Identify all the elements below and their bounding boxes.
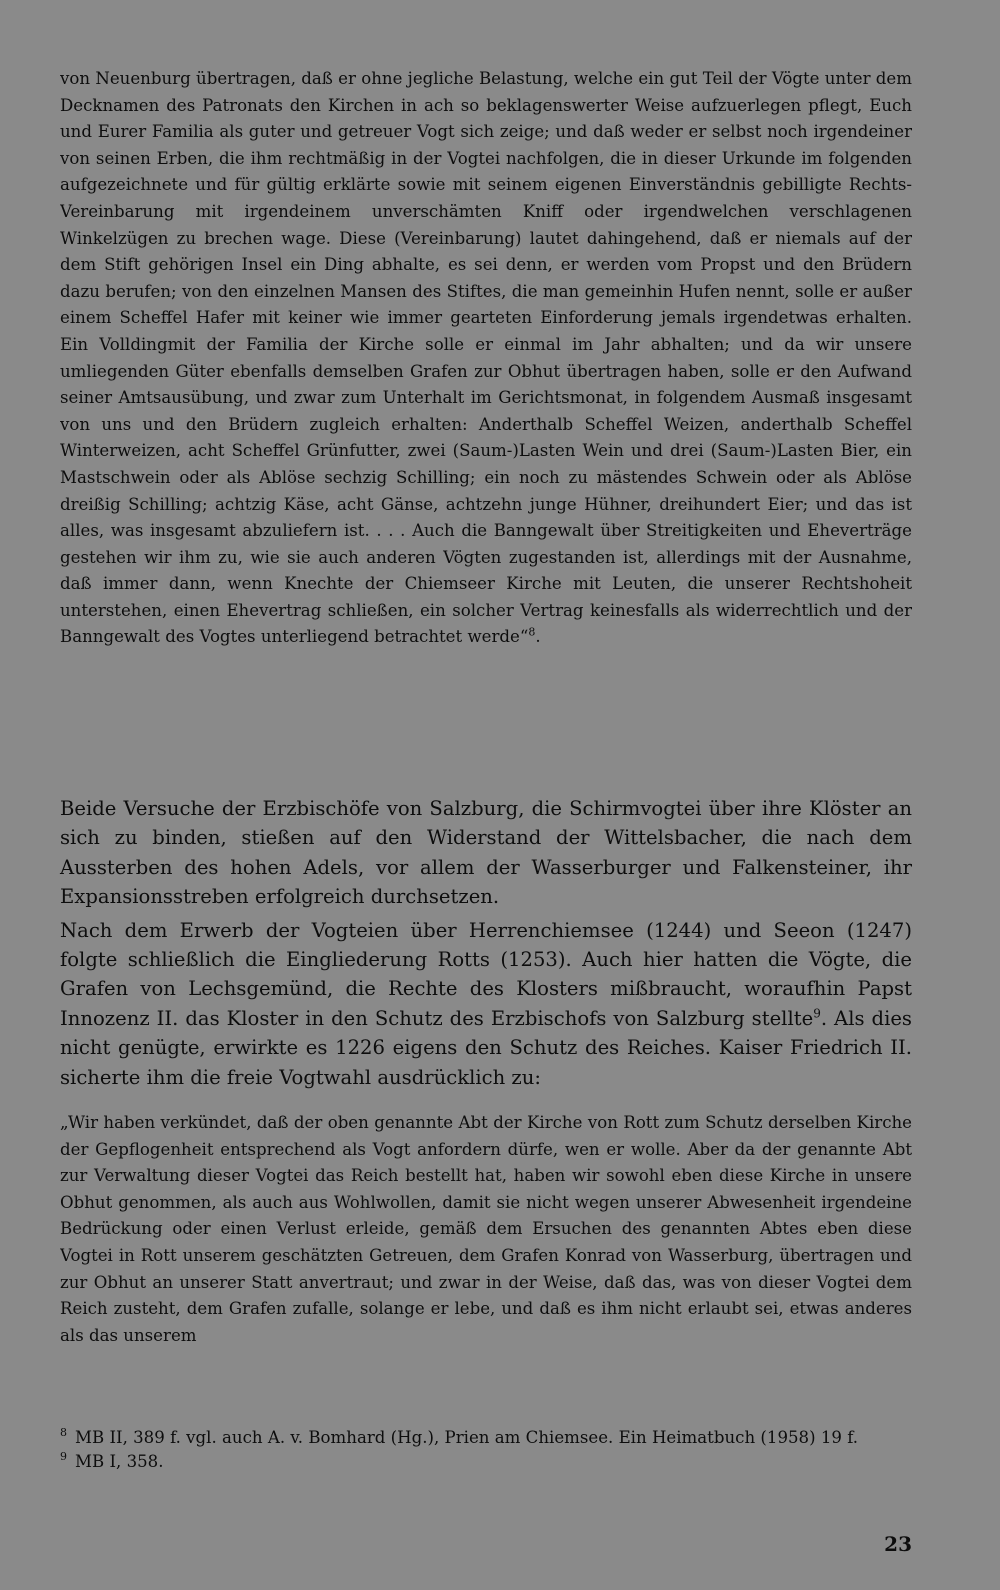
footnotes [60,1426,912,1474]
quote-text: von Neuenburg übertragen, daß er ohne jegliche Belastung, welche ein gut Teil der Vögte unter dem Decknamen des Patronats den Kirchen in ach so beklagenswerter Weise aufzuerlegen pflegt, Euch und Eurer Familia als guter und getreuer Vogt sich zeige; und daß weder er selbst noch irgendeiner von seinen Erben, die ihm rechtmäßig in der Vogtei nachfolgen, die in dieser Urkunde im folgenden aufgezeichnete und für gültig erklärte sowie mit seinem eigenen Einverständnis gebilligte Rechts-Vereinbarung mit irgendeinem unverschämten Kniff oder irgendwelchen verschlagenen Winkelzügen zu brechen wage. Diese (Vereinbarung) lautet dahingehend, daß er niemals auf der dem Stift gehörigen Insel ein Ding abhalte, es sei denn, er werden vom Propst und den Brüdern dazu berufen; von den einzelnen Mansen des Stiftes, die man gemeinhin Hufen nennt, solle er außer einem Scheffel Hafer mit keiner wie immer gearteten Einforderung jemals irgendetwas erhalten. Ein Volldingmit der Familia der Kirche solle er einmal im Jahr abhalten; und da wir unsere umliegenden Güter ebenfalls demselben Grafen zur Obhut übertragen haben, solle er den Aufwand seiner Amtsausübung, und zwar zum Unterhalt im Gerichtsmonat, in folgendem Ausmaß insgesamt von uns und den Brüdern zugleich erhalten: Anderthalb Scheffel Weizen, anderthalb Scheffel Winterweizen, acht Scheffel Grünfutter, zwei (Saum-)Lasten Wein und drei (Saum-)Lasten Bier, ein Mastschwein oder als Ablöse sechzig Schilling; ein noch zu mästendes Schwein oder als Ablöse dreißig Schilling; achtzig Käse, acht Gänse, achtzehn junge Hühner, dreihundert Eier; und das ist alles, was insgesamt abzuliefern ist. . . . Auch die Banngewalt über Streitigkeiten und Eheverträge gestehen wir ihm zu, wie sie auch anderen Vögten zugestanden ist, allerdings mit der Ausnahme, daß immer dann, wenn Knechte der Chiemseer Kirche mit Leuten, die unserer Rechtshoheit unterstehen, einen Ehevertrag schließen, ein solcher Vertrag keinesfalls als widerrechtlich und der Banngewalt des Vogtes unterliegend betrachtet werde“ [60,69,912,647]
paragraph-rott [60,916,912,1092]
paragraph-text: . Als dies nicht genügte, erwirkte es 1226 eigens den Schutz des Reiches. Kaiser Friedrich II. sicherte ihm die freie Vogtwahl ausdrücklich zu: [60,1006,912,1089]
page-number: 23 [884,1532,912,1556]
paragraph-text: Nach dem Erwerb der Vogteien über Herrenchiemsee (1244) und Seeon (1247) folgte schließlich die Eingliederung Rotts (1253). Auch hier hatten die Vögte, die Grafen von Lechsgemünd, die Rechte des Klosters mißbraucht, woraufhin Papst Innozenz II. das Kloster in den Schutz des Erzbischofs von Salzburg stellte [60,918,912,1030]
footnote-reference[interactable]: 8 [528,625,536,639]
footnote [60,1426,912,1450]
footnote-mark: 9 [60,1450,67,1464]
footnote [60,1450,912,1474]
quote-end: . [535,627,541,647]
footnote-text: MB II, 389 f. vgl. auch A. v. Bomhard (Hg.), Prien am Chiemsee. Ein Heimatbuch (1958) 19 f. [75,1428,859,1447]
footnote-reference[interactable]: 9 [813,1006,821,1021]
quoted-imperial-charter: „Wir haben verkündet, daß der oben genannte Abt der Kirche von Rott zum Schutz derselben Kirche der Gepflogenheit entsprechend als Vogt anfordern dürfe, wen er wolle. Aber da der genannte Abt zur Verwaltung dieser Vogtei das Reich bestellt hat, haben wir sowohl eben diese Kirche in unsere Obhut genommen, als auch aus Wohlwollen, damit sie nicht wegen unserer Abwesenheit irgendeine Bedrückung oder einen Verlust erleide, gemäß dem Ersuchen des genannten Abtes eben diese Vogtei in Rott unserem geschätzten Getreuen, dem Grafen Konrad von Wasserburg, übertragen und zur Obhut an unserer Statt anvertraut; und zwar in der Weise, daß das, was von dieser Vogtei dem Reich zusteht, dem Grafen zufalle, solange er lebe, und daß es ihm nicht erlaubt sei, etwas anderes als das unserem [60,1113,912,1345]
footnote-text: MB I, 358. [75,1452,164,1471]
quoted-charter-text [60,66,912,758]
main-text-block [60,66,912,1386]
paragraph-wittelsbach: Beide Versuche der Erzbischöfe von Salzburg, die Schirmvogtei über ihre Klöster an sich zu binden, stießen auf den Widerstand der Wittelsbacher, die nach dem Aussterben des hohen Adels, vor allem der Wasserburger und Falkensteiner, ihr Expansionsstreben erfolgreich durchsetzen. [60,797,912,909]
footnote-mark: 8 [60,1426,67,1440]
